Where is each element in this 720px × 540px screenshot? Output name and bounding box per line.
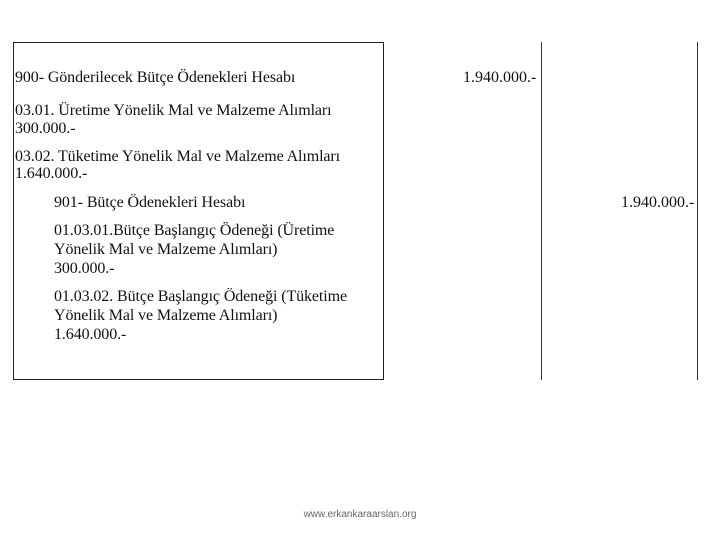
debit-account-amount: 1.940.000.- xyxy=(463,69,537,86)
credit-subaccount-1-amount: 300.000.- xyxy=(54,260,115,277)
credit-subaccount-2-amount: 1.640.000.- xyxy=(54,326,127,343)
credit-column-divider xyxy=(697,42,698,380)
footer-website-link[interactable]: www.erkankaraarslan.org xyxy=(303,509,417,520)
credit-subaccount-2-title-line2: Yönelik Mal ve Malzeme Alımları) xyxy=(54,307,278,324)
debit-subaccount-1-title: 03.01. Üretime Yönelik Mal ve Malzeme Alımları xyxy=(15,102,332,119)
credit-subaccount-2-title-line1: 01.03.02. Bütçe Başlangıç Ödeneği (Tüketime xyxy=(54,288,347,305)
debit-account-title: 900- Gönderilecek Bütçe Ödenekleri Hesabı xyxy=(15,69,296,86)
credit-account-amount: 1.940.000.- xyxy=(621,194,695,211)
credit-subaccount-1-title-line2: Yönelik Mal ve Malzeme Alımları) xyxy=(54,241,278,258)
debit-column-divider xyxy=(541,42,542,380)
debit-subaccount-2-title: 03.02. Tüketime Yönelik Mal ve Malzeme Alımları xyxy=(15,148,341,165)
credit-account-title: 901- Bütçe Ödenekleri Hesabı xyxy=(54,194,246,211)
debit-subaccount-1-amount: 300.000.- xyxy=(15,120,76,137)
credit-subaccount-1-title-line1: 01.03.01.Bütçe Başlangıç Ödeneği (Üretime xyxy=(54,222,335,239)
debit-subaccount-2-amount: 1.640.000.- xyxy=(15,165,88,182)
